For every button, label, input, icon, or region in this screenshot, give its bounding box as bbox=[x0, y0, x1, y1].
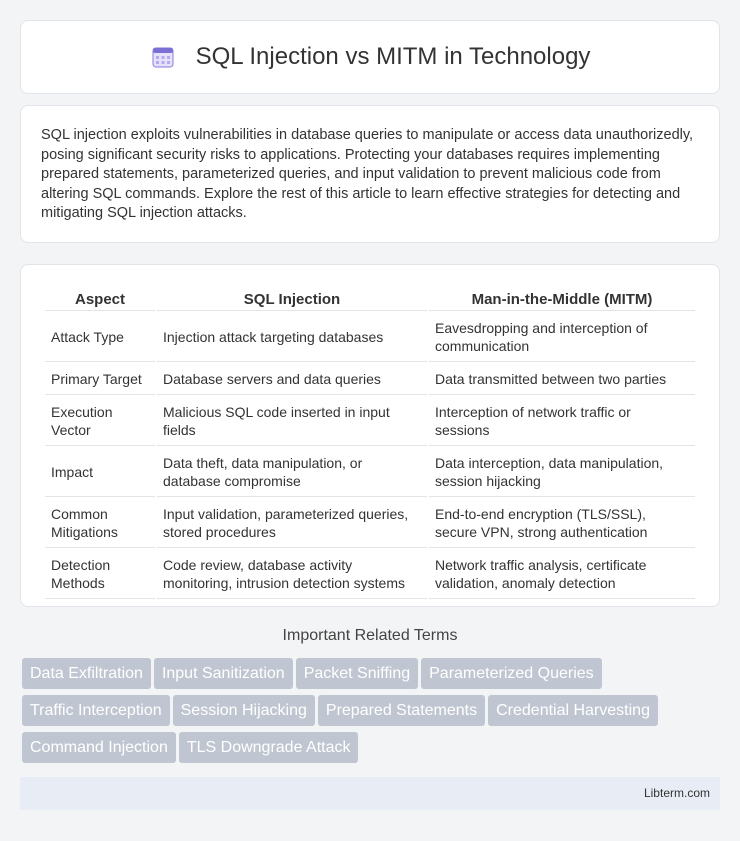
related-terms-title: Important Related Terms bbox=[282, 627, 458, 644]
sql-cell: Data theft, data manipulation, or database compromise bbox=[157, 448, 427, 497]
footer bbox=[20, 777, 720, 810]
aspect-cell: Attack Type bbox=[45, 313, 155, 362]
table-row bbox=[45, 499, 695, 548]
footer-site-link[interactable]: Libterm.com bbox=[643, 786, 710, 800]
table-row bbox=[45, 397, 695, 446]
related-term-tag[interactable]: Prepared Statements bbox=[318, 695, 485, 726]
related-term-tag[interactable]: Packet Sniffing bbox=[296, 658, 418, 689]
comparison-card bbox=[20, 264, 720, 607]
related-term-tag[interactable]: Data Exfiltration bbox=[22, 658, 151, 689]
mitm-cell: Interception of network traffic or sessions bbox=[429, 397, 695, 446]
mitm-cell: End-to-end encryption (TLS/SSL), secure VPN, strong authentication bbox=[429, 499, 695, 548]
related-term-tag[interactable]: Credential Harvesting bbox=[488, 695, 658, 726]
related-term-tag[interactable]: Command Injection bbox=[22, 732, 176, 763]
table-row bbox=[45, 313, 695, 362]
intro-text: SQL injection exploits vulnerabilities in database queries to manipulate or access data unauthorizedly, posing significant security risks to applications. Protecting your databases requires implementing prepared statements, parameterized queries, and input validation to prevent malicious code from altering SQL commands. Explore the rest of this article to learn effective strategies for detecting and mitigating SQL injection attacks. bbox=[41, 127, 694, 221]
header-aspect: Aspect bbox=[45, 287, 155, 311]
calendar-icon bbox=[150, 44, 176, 70]
related-term-tag[interactable]: Parameterized Queries bbox=[421, 658, 602, 689]
table-row bbox=[45, 364, 695, 395]
comparison-table bbox=[43, 285, 697, 601]
mitm-cell: Data interception, data manipulation, session hijacking bbox=[429, 448, 695, 497]
sql-cell: Input validation, parameterized queries, stored procedures bbox=[157, 499, 427, 548]
table-row bbox=[45, 448, 695, 497]
mitm-cell: Eavesdropping and interception of communication bbox=[429, 313, 695, 362]
sql-cell: Database servers and data queries bbox=[157, 364, 427, 395]
intro-card bbox=[20, 105, 720, 243]
related-term-tag[interactable]: Traffic Interception bbox=[22, 695, 170, 726]
mitm-cell: Data transmitted between two parties bbox=[429, 364, 695, 395]
title-card bbox=[20, 20, 720, 94]
page-title: SQL Injection vs MITM in Technology bbox=[195, 43, 591, 70]
related-term-tag[interactable]: Input Sanitization bbox=[154, 658, 293, 689]
header-sql-injection: SQL Injection bbox=[157, 287, 427, 311]
sql-cell: Malicious SQL code inserted in input fields bbox=[157, 397, 427, 446]
related-terms-list bbox=[22, 658, 722, 769]
mitm-cell: Network traffic analysis, certificate validation, anomaly detection bbox=[429, 550, 695, 599]
sql-cell: Code review, database activity monitoring, intrusion detection systems bbox=[157, 550, 427, 599]
aspect-cell: Execution Vector bbox=[45, 397, 155, 446]
sql-cell: Injection attack targeting databases bbox=[157, 313, 427, 362]
aspect-cell: Impact bbox=[45, 448, 155, 497]
aspect-cell: Primary Target bbox=[45, 364, 155, 395]
header-mitm: Man-in-the-Middle (MITM) bbox=[429, 287, 695, 311]
related-term-tag[interactable]: Session Hijacking bbox=[173, 695, 315, 726]
related-term-tag[interactable]: TLS Downgrade Attack bbox=[179, 732, 359, 763]
table-header-row bbox=[45, 287, 695, 311]
table-row bbox=[45, 550, 695, 599]
aspect-cell: Common Mitigations bbox=[45, 499, 155, 548]
aspect-cell: Detection Methods bbox=[45, 550, 155, 599]
